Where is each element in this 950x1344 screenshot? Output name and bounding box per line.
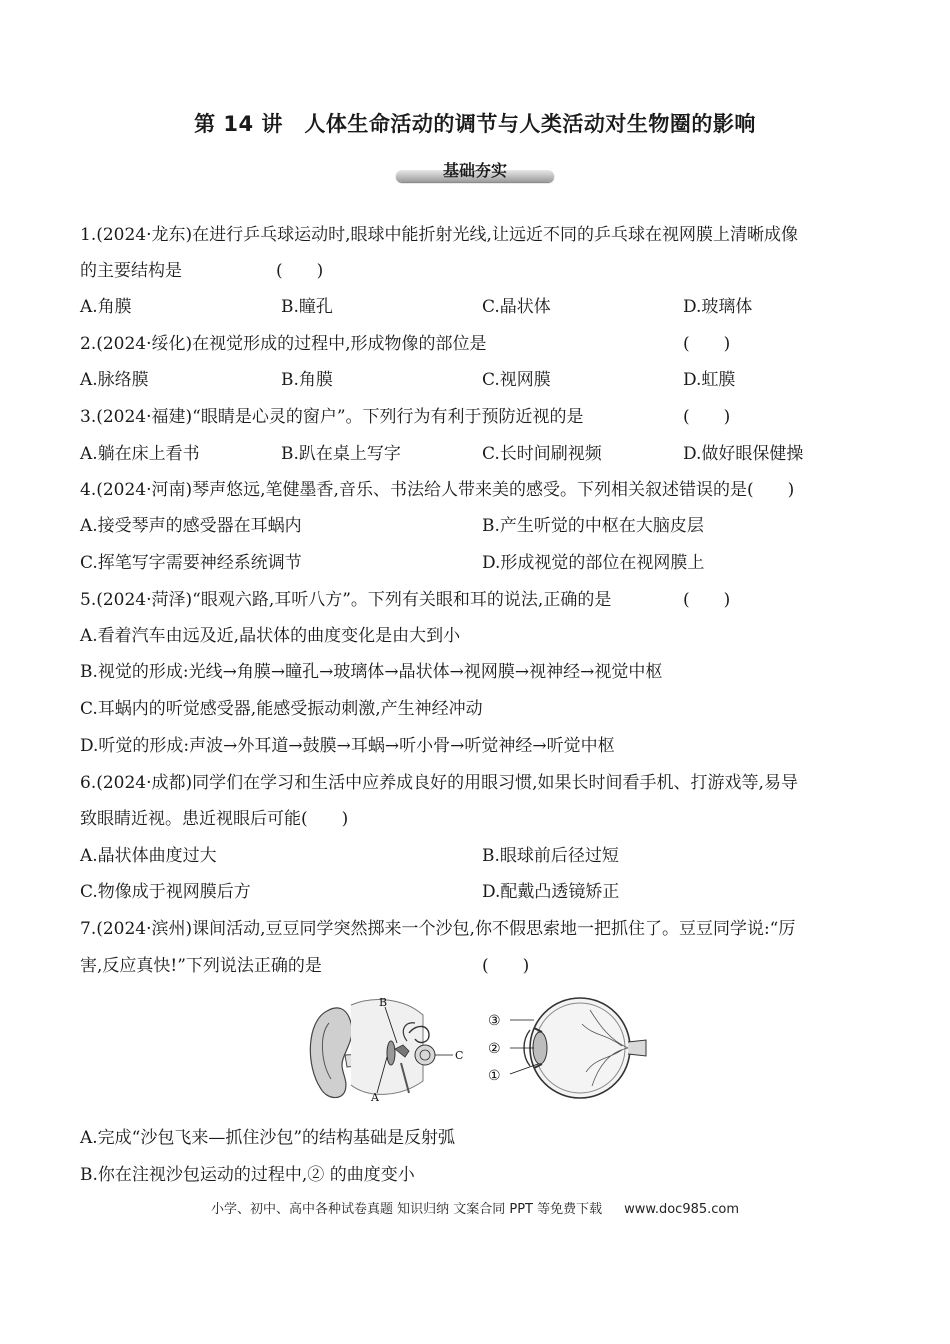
footer-url[interactable]: www.doc985.com <box>624 1202 740 1217</box>
ear-label-a: A <box>371 1091 379 1104</box>
question-7-option-b: B.你在注视沙包运动的过程中,② 的曲度变小 <box>80 1165 415 1185</box>
question-5-option-c: C.耳蜗内的听觉感受器,能感受振动刺激,产生神经冲动 <box>80 699 483 719</box>
question-2-option-c: C.视网膜 <box>482 370 551 390</box>
question-1-line-1: 1.(2024·龙东)在进行乒乓球运动时,眼球中能折射光线,让远近不同的乒乓球在视网膜上清晰成像 <box>80 225 798 245</box>
question-5-option-d: D.听觉的形成:声波→外耳道→鼓膜→耳蜗→听小骨→听觉神经→听觉中枢 <box>80 736 615 756</box>
question-1-bracket: ( ) <box>276 261 324 281</box>
question-4-option-d: D.形成视觉的部位在视网膜上 <box>482 553 705 573</box>
question-5-bracket: ( ) <box>683 590 731 610</box>
question-1-option-c: C.晶状体 <box>482 297 551 317</box>
question-6-option-b: B.眼球前后径过短 <box>482 846 619 866</box>
question-3-option-c: C.长时间刷视频 <box>482 444 602 464</box>
question-3-line-1: 3.(2024·福建)“眼睛是心灵的窗户”。下列行为有利于预防近视的是 <box>80 407 584 427</box>
question-1-line-2 <box>80 260 323 282</box>
question-2-option-a: A.脉络膜 <box>80 370 149 390</box>
question-2-line-1: 2.(2024·绥化)在视觉形成的过程中,形成物像的部位是 <box>80 334 487 354</box>
question-2-bracket: ( ) <box>683 334 731 354</box>
question-6-line-2: 致眼睛近视。患近视眼后可能( ) <box>80 809 349 829</box>
question-4-option-b: B.产生听觉的中枢在大脑皮层 <box>482 516 704 536</box>
question-1-option-d: D.玻璃体 <box>683 297 753 317</box>
question-6-line-1: 6.(2024·成都)同学们在学习和生活中应养成良好的用眼习惯,如果长时间看手机、打游戏等,易导 <box>80 773 798 793</box>
question-5-option-b: B.视觉的形成:光线→角膜→瞳孔→玻璃体→晶状体→视网膜→视神经→视觉中枢 <box>80 662 663 682</box>
question-3-bracket: ( ) <box>683 407 731 427</box>
section-tag-label: 基础夯实 <box>442 161 507 180</box>
question-3-option-d: D.做好眼保健操 <box>683 444 804 464</box>
ear-diagram <box>305 993 470 1105</box>
section-tag <box>396 161 554 185</box>
question-4-option-c: C.挥笔写字需要神经系统调节 <box>80 553 302 573</box>
eye-label-2: ② <box>488 1041 501 1057</box>
ear-label-b: B <box>379 996 388 1009</box>
question-3-option-a: A.躺在床上看书 <box>80 444 200 464</box>
question-5-option-a: A.看着汽车由远及近,晶状体的曲度变化是由大到小 <box>80 626 461 646</box>
lens <box>533 1032 547 1064</box>
page-title: 第 14 讲 人体生命活动的调节与人类活动对生物圈的影响 <box>194 112 756 136</box>
question-4-option-a: A.接受琴声的感受器在耳蜗内 <box>80 516 302 536</box>
question-1-option-b: B.瞳孔 <box>281 297 333 317</box>
optic-nerve <box>628 1040 646 1056</box>
question-6-option-a: A.晶状体曲度过大 <box>80 846 217 866</box>
question-6-option-d: D.配戴凸透镜矫正 <box>482 882 620 902</box>
footer-text: 小学、初中、高中各种试卷真题 知识归纳 文案合同 PPT 等免费下载 <box>210 1202 603 1217</box>
cochlea <box>415 1045 435 1065</box>
eye-label-1: ① <box>488 1068 501 1084</box>
eye-diagram <box>482 990 647 1105</box>
question-7-line-2: 害,反应真快!”下列说法正确的是 <box>80 956 322 976</box>
page-footer <box>0 1198 950 1217</box>
question-5-line-1: 5.(2024·菏泽)“眼观六路,耳听八方”。下列有关眼和耳的说法,正确的是 <box>80 590 612 610</box>
question-1-stem-end: 的主要结构是 <box>80 261 182 281</box>
eye-label-3: ③ <box>488 1013 501 1029</box>
question-6-option-c: C.物像成于视网膜后方 <box>80 882 251 902</box>
question-7-option-a: A.完成“沙包飞来—抓住沙包”的结构基础是反射弧 <box>80 1128 456 1148</box>
question-1-option-a: A.角膜 <box>80 297 132 317</box>
question-2-option-d: D.虹膜 <box>683 370 736 390</box>
question-7-line-1: 7.(2024·滨州)课间活动,豆豆同学突然掷来一个沙包,你不假思索地一把抓住了。豆豆同学说:“厉 <box>80 919 796 939</box>
question-4-line-1: 4.(2024·河南)琴声悠远,笔健墨香,音乐、书法给人带来美的感受。下列相关叙述错误的是( ) <box>80 480 795 500</box>
question-3-option-b: B.趴在桌上写字 <box>281 444 401 464</box>
ear-label-c: C <box>455 1049 464 1062</box>
outer-ear-shape <box>310 1008 352 1098</box>
question-2-option-b: B.角膜 <box>281 370 333 390</box>
question-7-bracket: ( ) <box>482 956 530 976</box>
eardrum <box>387 1041 395 1065</box>
